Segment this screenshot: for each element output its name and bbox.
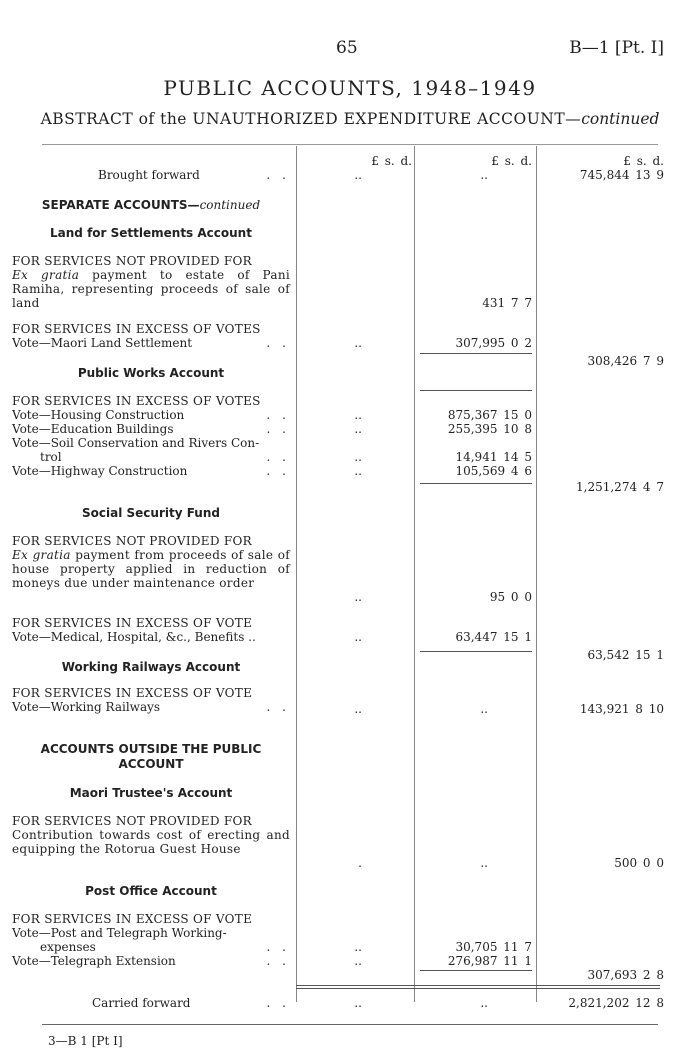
column-heading-3: £ s. d.: [623, 154, 664, 168]
brought-forward-c1: ..: [354, 168, 362, 182]
ss-ex-gratia-text: Ex gratia payment from proceeds of sale of house property applied in reduction of moneys due under maintenance order: [12, 548, 290, 590]
column-heading-2: £ s. d.: [491, 154, 532, 168]
po-item-amount: 276,987 11 1: [447, 954, 532, 968]
wr-vote-label: Vote—Working Railways . .: [12, 700, 290, 714]
subtotal-rule: [420, 970, 532, 971]
column-divider: [414, 146, 415, 1002]
subtotal-rule: [420, 353, 532, 354]
post-office-heading: Post Office Account: [85, 884, 217, 898]
pw-item-c1: ..: [354, 408, 362, 422]
ss-not-provided-caption: FOR SERVICES NOT PROVIDED FOR: [12, 534, 252, 548]
land-not-provided-caption: FOR SERVICES NOT PROVIDED FOR: [12, 254, 252, 268]
brought-forward-c3: 745,844 13 9: [579, 168, 664, 182]
pw-item-soil: Vote—Soil Conservation and Rivers Con- trol . .: [12, 436, 290, 464]
po-item-working-expenses: Vote—Post and Telegraph Working- expenses . .: [12, 926, 290, 954]
mt-contribution-amount: 500 0 0: [614, 856, 664, 870]
total-rule: [296, 985, 660, 986]
column-divider: [536, 146, 537, 1002]
pw-item-education: Vote—Education Buildings . .: [12, 422, 290, 436]
pw-item-c1: ..: [354, 464, 362, 478]
total-rule: [296, 988, 660, 989]
working-railways-heading: Working Railways Account: [61, 660, 241, 674]
pw-item-amount: 105,569 4 6: [455, 464, 532, 478]
mt-not-provided-caption: FOR SERVICES NOT PROVIDED FOR: [12, 814, 252, 828]
pw-item-housing: Vote—Housing Construction . .: [12, 408, 290, 422]
header-rule: [42, 144, 658, 145]
carried-forward-c2: ..: [480, 996, 488, 1010]
pw-item-highway: Vote—Highway Construction . .: [12, 464, 290, 478]
wr-vote-c1: ..: [354, 702, 362, 716]
pw-excess-caption: FOR SERVICES IN EXCESS OF VOTES: [12, 394, 261, 408]
footer-rule: [42, 1024, 658, 1025]
land-ex-gratia-amount: 431 7 7: [482, 296, 532, 310]
column-divider: [296, 146, 297, 1002]
land-vote-label: Vote—Maori Land Settlement . .: [12, 336, 290, 350]
subtotal-rule: [420, 651, 532, 652]
pw-item-amount: 875,367 15 0: [447, 408, 532, 422]
ss-vote-label: Vote—Medical, Hospital, &c., Benefits ..: [12, 630, 256, 644]
page-number: 65: [336, 38, 358, 58]
outside-public-account-heading: ACCOUNTS OUTSIDE THE PUBLIC ACCOUNT: [40, 742, 262, 771]
ss-vote-c1: ..: [354, 630, 362, 644]
social-security-heading: Social Security Fund: [82, 506, 220, 520]
brought-forward-c2: ..: [480, 168, 488, 182]
po-item-c1: ..: [354, 940, 362, 954]
land-vote-amount: 307,995 0 2: [455, 336, 532, 350]
po-item-c1: ..: [354, 954, 362, 968]
po-item-amount: 30,705 11 7: [455, 940, 532, 954]
page-subtitle: ABSTRACT of the UNAUTHORIZED EXPENDITURE ACCOUNT—continued: [40, 110, 660, 128]
po-total: 307,693 2 8: [587, 968, 664, 982]
ss-ex-gratia-amount: 95 0 0: [489, 590, 532, 604]
mt-contribution-text: Contribution towards cost of erecting and equipping the Rotorua Guest House: [12, 828, 290, 856]
subtotal-rule: [420, 483, 532, 484]
wr-vote-c2: ..: [480, 702, 488, 716]
wr-vote-amount: 143,921 8 10: [579, 702, 664, 716]
ss-total: 63,542 15 1: [587, 648, 664, 662]
maori-trustee-heading: Maori Trustee's Account: [69, 786, 233, 800]
column-heading-1: £ s. d.: [371, 154, 412, 168]
page-footer: 3—B 1 [Pt I]: [48, 1034, 123, 1048]
pw-item-amount: 14,941 14 5: [455, 450, 532, 464]
land-excess-caption: FOR SERVICES IN EXCESS OF VOTES: [12, 322, 261, 336]
pw-item-amount: 255,395 10 8: [447, 422, 532, 436]
land-settlements-heading: Land for Settlements Account: [50, 226, 252, 240]
pw-item-c1: ..: [354, 450, 362, 464]
brought-forward-label: Brought forward . .: [98, 168, 290, 182]
separate-accounts-heading: SEPARATE ACCOUNTS—continued: [41, 198, 261, 212]
public-works-heading: Public Works Account: [77, 366, 225, 380]
land-total: 308,426 7 9: [587, 354, 664, 368]
po-excess-caption: FOR SERVICES IN EXCESS OF VOTE: [12, 912, 253, 926]
pw-total: 1,251,274 4 7: [576, 480, 664, 494]
mt-contribution-c1: .: [358, 856, 362, 870]
carried-forward-c1: ..: [354, 996, 362, 1010]
wr-excess-caption: FOR SERVICES IN EXCESS OF VOTE: [12, 686, 253, 700]
section-rule: [420, 390, 532, 391]
carried-forward-label: Carried forward . .: [92, 996, 290, 1010]
ss-ex-gratia-c1: ..: [354, 590, 362, 604]
pw-item-c1: ..: [354, 422, 362, 436]
land-vote-c1: ..: [354, 336, 362, 350]
land-ex-gratia-text: Ex gratia payment to estate of Pani Ramiha, representing proceeds of sale of land: [12, 268, 290, 310]
document-code: B—1 [Pt. I]: [569, 38, 664, 58]
carried-forward-amount: 2,821,202 12 8: [568, 996, 664, 1010]
page-title: PUBLIC ACCOUNTS, 1948–1949: [163, 76, 537, 100]
po-item-telegraph: Vote—Telegraph Extension . .: [12, 954, 290, 968]
ss-vote-amount: 63,447 15 1: [455, 630, 532, 644]
mt-contribution-c2: ..: [480, 856, 488, 870]
ss-excess-caption: FOR SERVICES IN EXCESS OF VOTE: [12, 616, 253, 630]
